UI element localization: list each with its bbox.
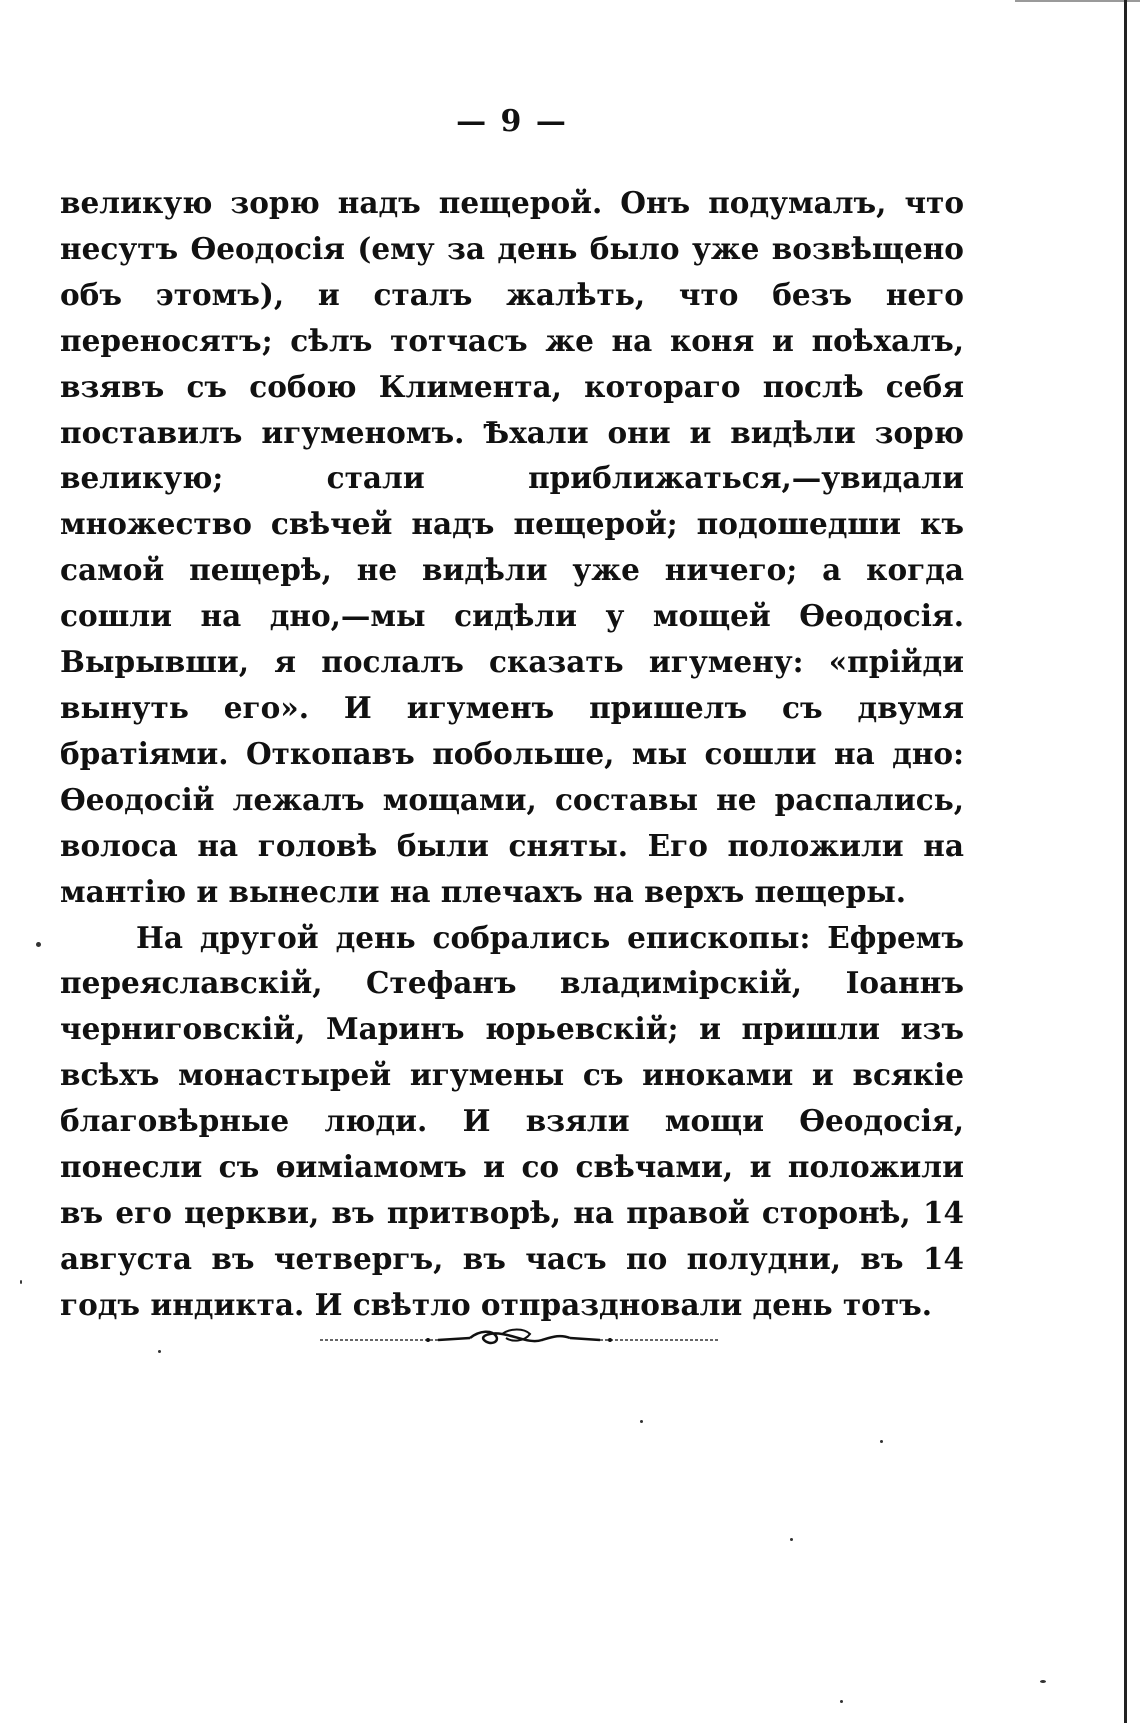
ornament-divider [320,1324,720,1354]
page-edge-right [1124,0,1127,1723]
speck [790,1538,793,1541]
speck [20,1280,22,1284]
speck [880,1440,883,1443]
speck [158,1350,161,1353]
speck [1040,1680,1046,1683]
paragraph-2: На другой день собрались епископы: Ефремъ переяславскій, Стефанъ владимірскій, Іоаннъ черниговскій, Маринъ юрьевскій; и пришли изъ всѣхъ монастырей игумены съ иноками и всякіе благовѣрные люди. И взяли мощи Өеодосія, понесли съ өиміамомъ и со свѣчами, и положили въ его церкви, въ притворѣ, на правой сторонѣ, 14 августа въ четвергъ, въ часъ по полудни, въ 14 годъ индикта. И свѣтло отпраздновали день тотъ. [60,919,964,1322]
speck [36,942,41,947]
body-text [60,180,964,1328]
speck [840,1700,843,1703]
paragraph-1: великую зорю надъ пещерой. Онъ подумалъ, что несутъ Өеодосія (ему за день было уже возвѣщено объ этомъ), и сталъ жалѣть, что безъ него переносятъ; сѣлъ тотчасъ же на коня и поѣхалъ, взявъ съ собою Климента, котораго послѣ себя поставилъ игуменомъ. Ѣхали они и видѣли зорю великую; стали приближаться,—увидали множество свѣчей надъ пещерой; подошедши къ самой пещерѣ, не видѣли уже ничего; а когда сошли на дно,—мы сидѣли у мощей Өеодосія. Вырывши, я послалъ сказать игумену: «прійди вынуть его». И игуменъ пришелъ съ двумя братіями. Откопавъ побольше, мы сошли на дно: Өеодосій лежалъ мощами, составы не распались, волоса на головѣ были сняты. Его положили на мантію и вынесли на плечахъ на верхъ пещеры. [60,185,964,909]
page-number: — 9 — [456,104,568,139]
speck [640,1420,643,1423]
page-edge-top [1015,0,1140,2]
